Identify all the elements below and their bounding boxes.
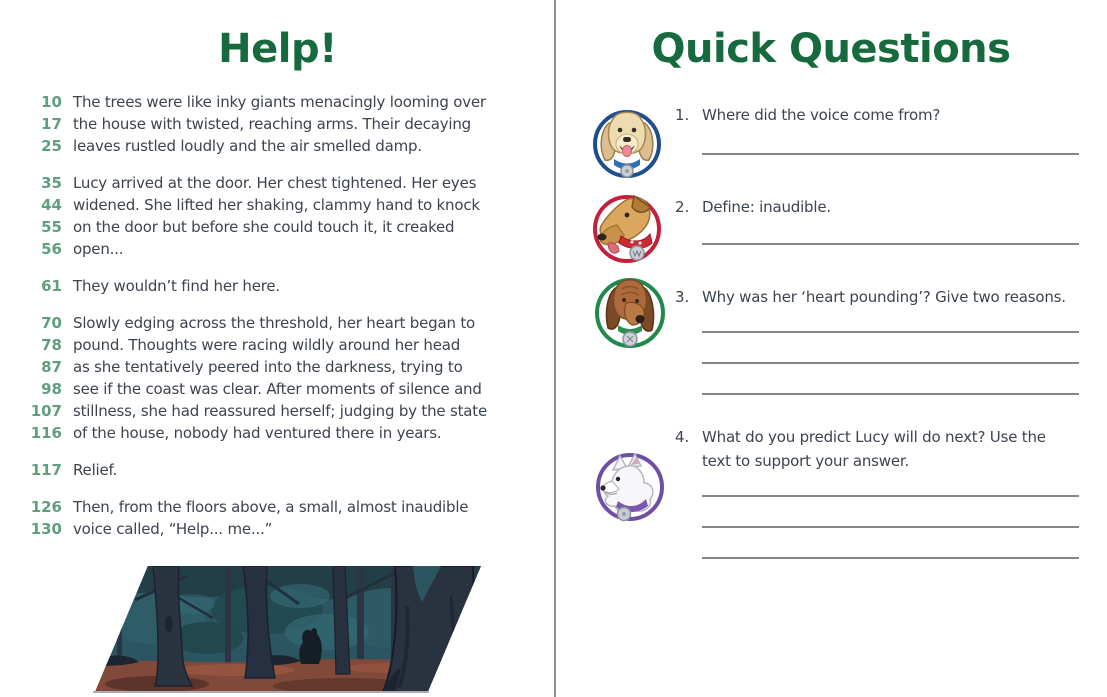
samoyed-icon [590,440,670,526]
story-text [30,91,525,555]
story-line [30,275,525,297]
line-text: Relief. [73,461,118,479]
question-4 [675,425,1079,559]
story-line [30,135,525,157]
line-text: They wouldn’t find her here. [73,277,280,295]
story-line [30,356,525,378]
story-line [30,172,525,194]
story-line [30,400,525,422]
story-line [30,113,525,135]
line-text: as she tentatively peered into the darkness, trying to [73,358,463,376]
line-number: 10 [41,93,62,111]
story-line [30,459,525,481]
line-text: open... [73,240,124,258]
story-line [30,216,525,238]
question-number: 1. [675,106,690,124]
question-text: What do you predict Lucy will do next? Use the text to support your answer. [702,428,1046,470]
line-number: 17 [41,115,62,133]
line-text: on the door but before she could touch it, it creaked [73,218,455,236]
line-text: Then, from the floors above, a small, almost inaudible [73,498,469,516]
question-number: 4. [675,428,690,446]
line-number: 117 [30,461,62,479]
line-number: 56 [41,240,62,258]
story-title: Help! [218,26,337,72]
answer-line[interactable] [702,557,1079,559]
story-paragraph [30,496,525,540]
story-line [30,518,525,540]
line-number: 61 [41,277,62,295]
line-text: voice called, “Help... me...” [73,520,273,538]
question-number: 2. [675,198,690,216]
question-2 [675,195,1079,245]
line-text: Lucy arrived at the door. Her chest tightened. Her eyes [73,174,477,192]
story-paragraph [30,91,525,157]
answer-line[interactable] [702,495,1079,497]
questions-title: Quick Questions [651,26,1011,72]
answer-line[interactable] [702,393,1079,395]
line-number: 126 [30,498,62,516]
questions-page [555,0,1107,697]
question-number: 3. [675,288,690,306]
golden-retriever-icon [587,96,667,182]
story-paragraph [30,312,525,444]
forest-scene-graphic [95,566,481,692]
question-1 [675,103,1079,155]
line-number: 107 [30,402,62,420]
line-text: The trees were like inky giants menacingly looming over [73,93,486,111]
story-line [30,422,525,444]
terrier-icon [587,184,667,270]
question-text: Where did the voice come from? [702,106,941,124]
line-text: of the house, nobody had ventured there in years. [73,424,442,442]
line-text: see if the coast was clear. After moments of silence and [73,380,482,398]
answer-line[interactable] [702,243,1079,245]
story-line [30,194,525,216]
line-number: 25 [41,137,62,155]
illustration-bottom-edge [93,691,429,693]
question-text: Define: inaudible. [702,198,831,216]
answer-line[interactable] [702,526,1079,528]
forest-illustration [95,566,481,692]
line-number: 44 [41,196,62,214]
line-number: 98 [41,380,62,398]
story-paragraph [30,275,525,297]
answer-line[interactable] [702,362,1079,364]
story-line [30,312,525,334]
story-paragraph [30,459,525,481]
story-line [30,496,525,518]
line-number: 35 [41,174,62,192]
line-number: 78 [41,336,62,354]
line-text: stillness, she had reassured herself; judging by the state [73,402,488,420]
line-text: pound. Thoughts were racing wildly around her head [73,336,461,354]
story-paragraph [30,172,525,260]
line-text: widened. She lifted her shaking, clammy hand to knock [73,196,480,214]
story-line [30,91,525,113]
line-number: 130 [30,520,62,538]
line-number: 70 [41,314,62,332]
story-line [30,378,525,400]
answer-line[interactable] [702,153,1079,155]
line-text: Slowly edging across the threshold, her heart began to [73,314,476,332]
line-number: 116 [30,424,62,442]
line-number: 55 [41,218,62,236]
line-number: 87 [41,358,62,376]
bloodhound-icon [590,266,670,352]
story-line [30,334,525,356]
answer-line[interactable] [702,331,1079,333]
story-line [30,238,525,260]
question-text: Why was her ‘heart pounding’? Give two reasons. [702,288,1066,306]
line-text: the house with twisted, reaching arms. Their decaying [73,115,471,133]
question-3 [675,285,1079,395]
line-text: leaves rustled loudly and the air smelled damp. [73,137,422,155]
